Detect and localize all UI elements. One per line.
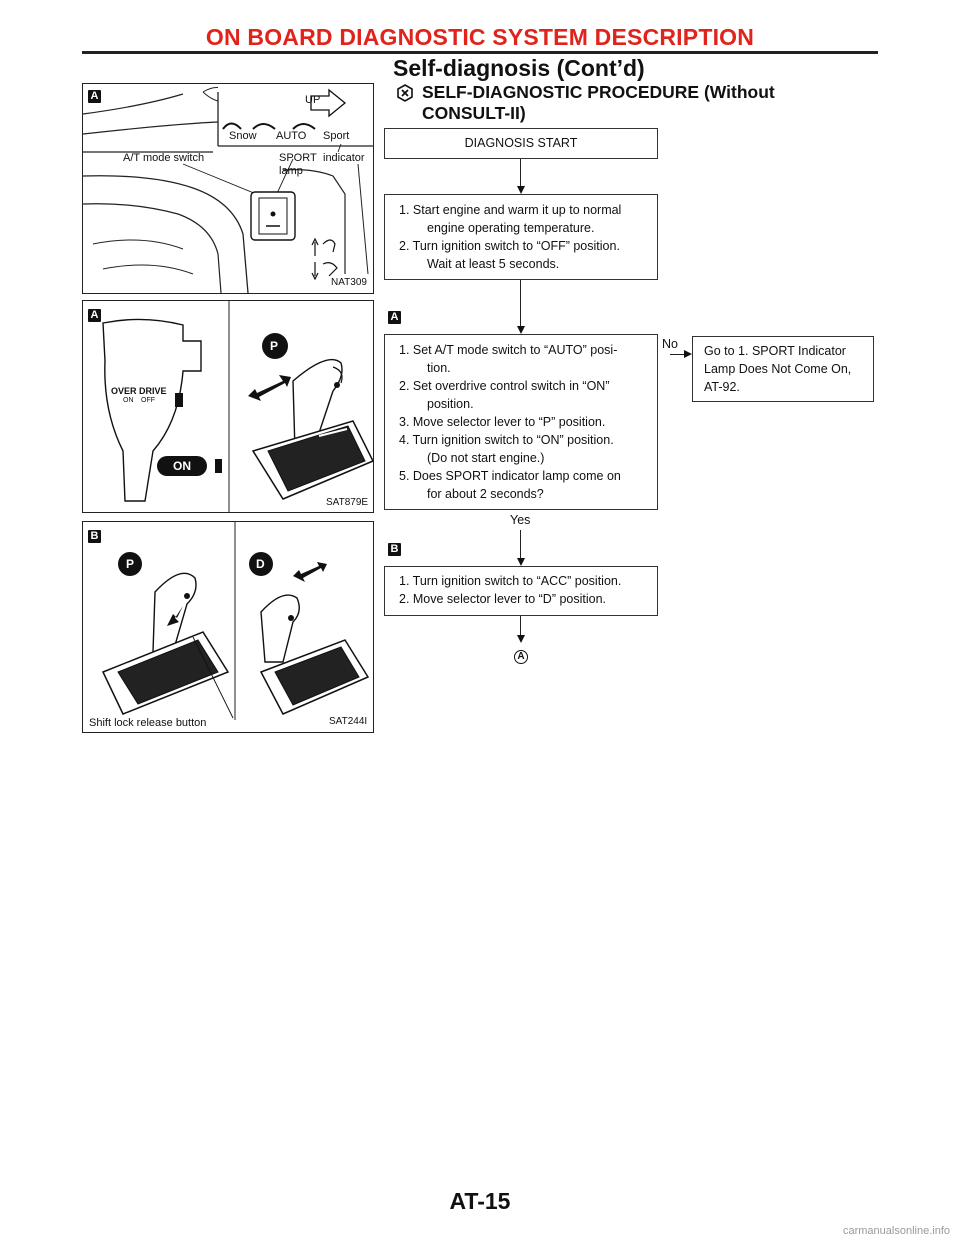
flow-badge-b: B [388,543,401,556]
flow-continue-mark: A [514,650,528,664]
section-title-line1: SELF-DIAGNOSTIC PROCEDURE (Without [422,82,775,102]
flow-step3-line: 1. Turn ignition switch to “ACC” position. [399,574,622,588]
figure-shift-lock-release-drawing [83,522,373,732]
flow-no-line: Go to 1. SPORT Indicator [704,344,846,358]
page-number: AT-15 [449,1188,511,1214]
flow-connector [520,616,521,636]
figure-badge: A [88,90,101,103]
header-subtitle: Self-diagnosis (Cont’d) [393,55,645,81]
figure-label-up: UP [305,94,321,106]
flow-step1-box [384,194,658,280]
figure-at-mode-switch-drawing [83,84,373,293]
figure-shift-lock-release [82,521,374,733]
flow-connector [520,159,521,186]
figure-label-indicator: indicator [323,152,365,164]
flow-step1-line: 1. Start engine and warm it up to normal [399,203,622,217]
procedure-icon [396,84,414,102]
flow-step2-line: (Do not start engine.) [427,451,545,465]
flow-no-line: Lamp Does Not Come On, [704,362,852,376]
flow-step2-line: for about 2 seconds? [427,487,544,501]
figure-label-auto: AUTO [276,130,307,142]
figure-label-p: P [270,339,279,353]
flow-step2-line: 4. Turn ignition switch to “ON” position. [399,433,614,447]
figure-label-sport: Sport [323,130,350,142]
flow-yes-label: Yes [510,513,531,527]
figure-code: NAT309 [331,277,367,288]
watermark: carmanualsonline.info [842,1225,950,1237]
figure-label-on: ON [173,459,191,473]
flow-step2-box [384,334,658,510]
flow-arrow-down [517,186,525,194]
figure-label-over-drive: OVER DRIVE [111,386,167,396]
flow-step3-line: 2. Move selector lever to “D” position. [399,592,607,606]
flow-step2-line: tion. [427,361,451,375]
figure-label-p: P [126,557,135,571]
figure-code: SAT879E [326,497,369,508]
flow-no-label: No [662,337,678,351]
flow-no-box [692,336,874,402]
flow-step1-line: engine operating temperature. [427,221,595,235]
flow-badge-a: A [388,311,401,324]
flow-step1-line: Wait at least 5 seconds. [427,257,560,271]
flow-arrow-down [517,635,525,643]
flow-step2-line: 3. Move selector lever to “P” position. [399,415,606,429]
flow-step2-line: position. [427,397,474,411]
figure-overdrive-selector-drawing [83,301,373,512]
section-title [422,82,775,124]
figure-label-off-small: OFF [141,397,155,404]
flow-connector-horizontal [670,354,684,355]
figure-label-on-small: ON [123,397,134,404]
figure-label-lamp: lamp [279,165,303,177]
flow-step2-line: 1. Set A/T mode switch to “AUTO” posi- [399,343,618,357]
flow-connector [520,530,521,560]
flow-start-text: DIAGNOSIS START [464,136,578,150]
figure-label-d: D [256,557,265,571]
figure-overdrive-selector [82,300,374,513]
figure-label-at-mode-switch: A/T mode switch [123,152,205,164]
flow-arrow-down [517,326,525,334]
figure-at-mode-switch [82,83,374,294]
figure-label-snow: Snow [229,130,257,142]
flow-no-line: AT-92. [704,380,740,394]
flow-start-box [384,128,658,159]
figure-badge: A [88,309,101,322]
flow-arrow-right [684,350,692,358]
header-title: ON BOARD DIAGNOSTIC SYSTEM DESCRIPTION [205,24,755,50]
figure-label-shift-lock-release-button: Shift lock release button [89,717,207,729]
figure-label-sport-2: SPORT [279,152,317,164]
flow-step2-line: 2. Set overdrive control switch in “ON” [399,379,610,393]
section-title-line2: CONSULT-II) [422,103,526,123]
flow-step1-line: 2. Turn ignition switch to “OFF” position. [399,239,620,253]
figure-badge: B [88,530,101,543]
flow-connector [520,280,521,328]
flow-step2-line: 5. Does SPORT indicator lamp come on [399,469,621,483]
header-rule [82,51,878,54]
figure-code: SAT244I [329,716,368,727]
flow-arrow-down [517,558,525,566]
flow-step3-box [384,566,658,616]
